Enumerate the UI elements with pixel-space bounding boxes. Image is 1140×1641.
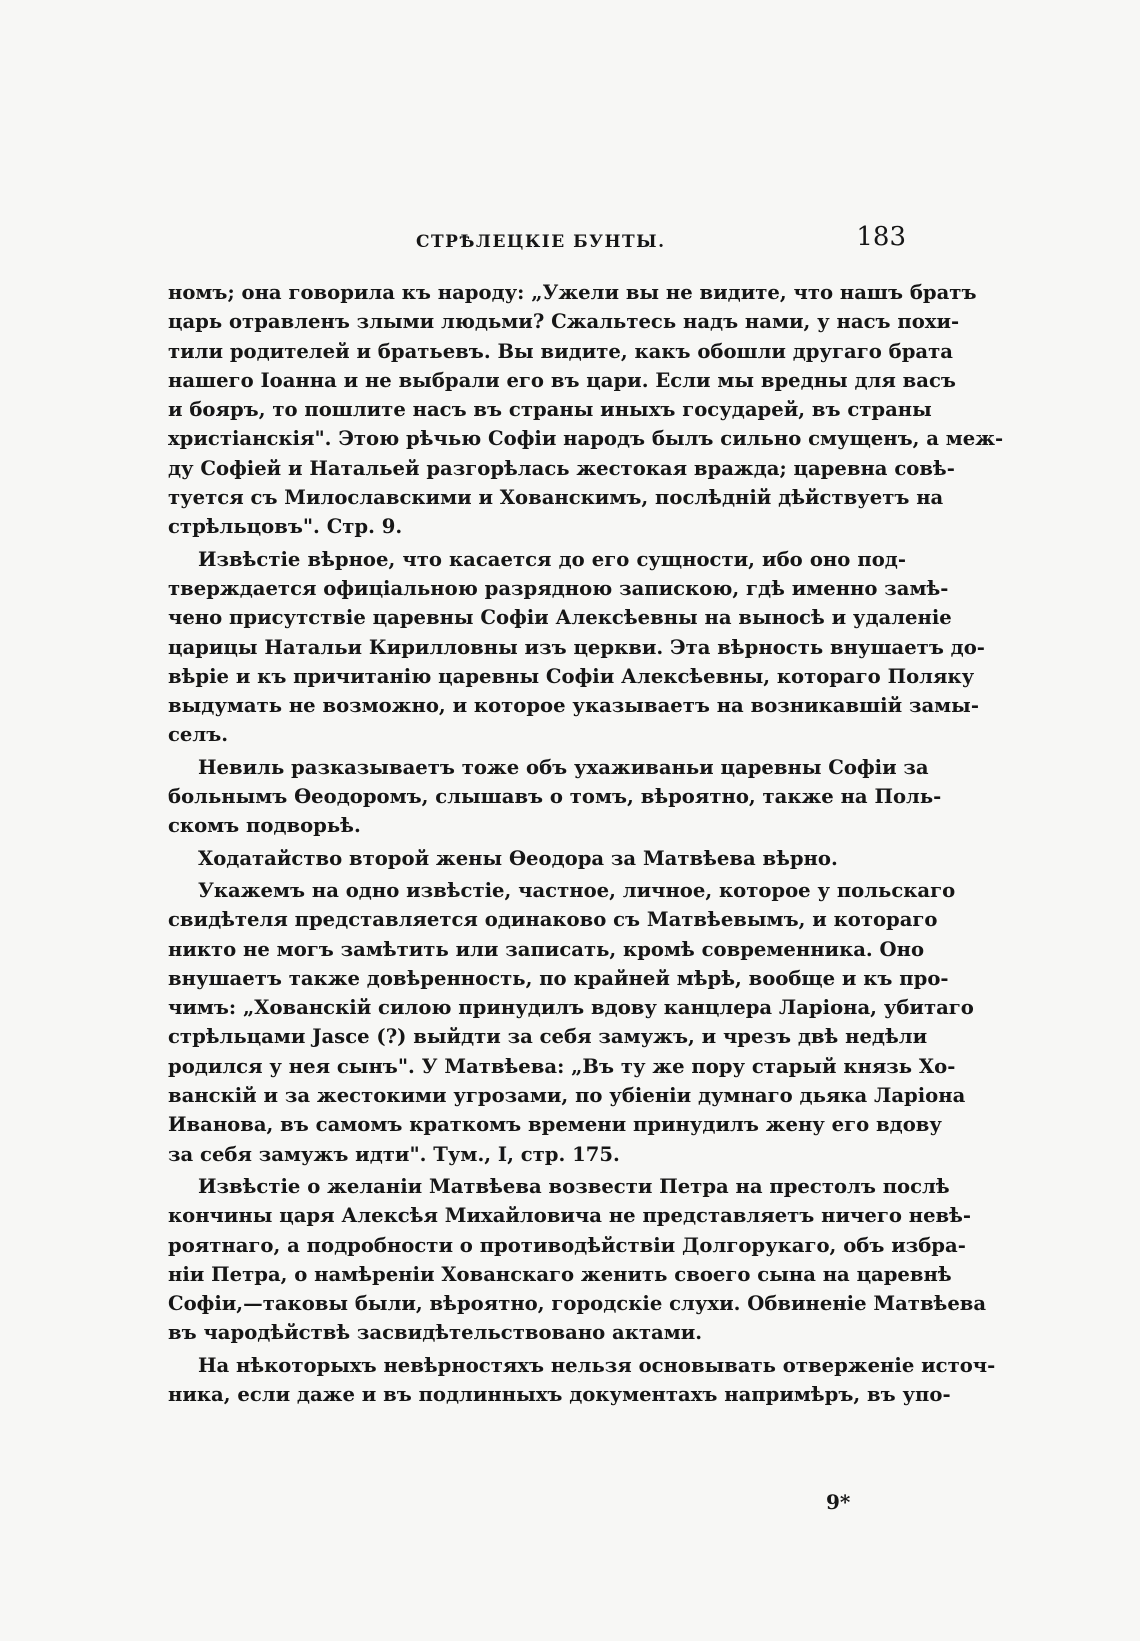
text-line: На нѣкоторыхъ невѣрностяхъ нельзя основывать отверженіе источ- bbox=[198, 1353, 996, 1377]
paragraph bbox=[168, 753, 942, 841]
text-line: ду Софіей и Натальей разгорѣлась жестокая вражда; царевна совѣ- bbox=[168, 456, 955, 480]
text-line: Извѣстіе о желаніи Матвѣева возвести Петра на престолъ послѣ bbox=[198, 1174, 950, 1198]
text-line: Невиль разказываетъ тоже объ ухаживаньи царевны Софіи за bbox=[198, 755, 929, 779]
text-line: туется съ Милославскими и Хованскимъ, послѣдній дѣйствуетъ на bbox=[168, 486, 944, 510]
text-line: въ чародѣйствѣ засвидѣтельствовано актами. bbox=[168, 1321, 703, 1345]
text-line: никто не могъ замѣтить или записать, кромѣ современника. Оно bbox=[168, 937, 925, 961]
text-line: стрѣльцовъ". Стр. 9. bbox=[168, 515, 403, 539]
paragraph bbox=[168, 278, 1004, 542]
text-line: Иванова, въ самомъ краткомъ времени принудилъ жену его вдову bbox=[168, 1113, 942, 1137]
body-text bbox=[168, 278, 1004, 1409]
signature-mark: 9* bbox=[826, 1490, 851, 1514]
paragraph bbox=[168, 545, 985, 750]
text-line: чено присутствіе царевны Софіи Алексѣевны на выносѣ и удаленіе bbox=[168, 606, 952, 630]
text-line: внушаетъ также довѣренность, по крайней мѣрѣ, вообще и къ про- bbox=[168, 966, 949, 990]
paragraph bbox=[168, 844, 906, 873]
text-line: тверждается офиціальною разрядною запискою, гдѣ именно замѣ- bbox=[168, 576, 949, 600]
text-line: кончины царя Алексѣя Михайловича не представляетъ ничего невѣ- bbox=[168, 1204, 972, 1228]
text-line: Софіи,—таковы были, вѣроятно, городскіе слухи. Обвиненіе Матвѣева bbox=[168, 1292, 987, 1316]
text-line: царь отравленъ злыми людьми? Сжальтесь надъ нами, у насъ похи- bbox=[168, 310, 960, 334]
text-line: тили родителей и братьевъ. Вы видите, какъ обошли другаго брата bbox=[168, 339, 953, 363]
text-line: за себя замужъ идти". Тум., I, стр. 175. bbox=[168, 1142, 620, 1166]
running-title: СТРѢЛЕЦКІЕ БУНТЫ. bbox=[416, 232, 666, 252]
text-line: Ходатайство второй жены Ѳеодора за Матвѣева вѣрно. bbox=[198, 846, 838, 870]
text-line: христіанскія". Этою рѣчью Софіи народъ былъ сильно смущенъ, а меж- bbox=[168, 427, 1004, 451]
text-line: скомъ подворьѣ. bbox=[168, 814, 361, 838]
text-line: и бояръ, то пошлите насъ въ страны иныхъ государей, въ страны bbox=[168, 398, 932, 422]
text-line: свидѣтеля представляется одинаково съ Матвѣевымъ, и котораго bbox=[168, 908, 938, 932]
text-line: вѣріе и къ причитанію царевны Софіи Алексѣевны, котораго Поляку bbox=[168, 664, 975, 688]
page-header bbox=[168, 222, 906, 262]
text-line: родился у нея сынъ". У Матвѣева: „Въ ту же пору старый князь Хо- bbox=[168, 1054, 956, 1078]
text-line: номъ; она говорила къ народу: „Ужели вы не видите, что нашъ братъ bbox=[168, 281, 977, 304]
text-line: Укажемъ на одно извѣстіе, частное, личное, которое у польскаго bbox=[198, 878, 956, 902]
text-line: роятнаго, а подробности о противодѣйствіи Долгорукаго, объ избра- bbox=[168, 1233, 966, 1257]
text-line: чимъ: „Хованскій силою принудилъ вдову канцлера Ларіона, убитаго bbox=[168, 996, 974, 1020]
paragraph bbox=[168, 1351, 996, 1410]
text-line: Извѣстіе вѣрное, что касается до его сущности, ибо оно под- bbox=[198, 547, 906, 571]
text-line: царицы Натальи Кирилловны изъ церкви. Эта вѣрность внушаетъ до- bbox=[168, 635, 985, 659]
text-line: стрѣльцами Jasce (?) выйдти за себя замужъ, и чрезъ двѣ недѣли bbox=[168, 1025, 928, 1049]
text-line: выдумать не возможно, и которое указываетъ на возникавшій замы- bbox=[168, 694, 979, 718]
paragraph bbox=[168, 1172, 987, 1348]
text-line: ванскій и за жестокими угрозами, по убіеніи думнаго дьяка Ларіона bbox=[168, 1084, 966, 1108]
text-line: нашего Іоанна и не выбрали его въ цари. Если мы вредны для васъ bbox=[168, 368, 956, 392]
text-line: больнымъ Ѳеодоромъ, слышавъ о томъ, вѣроятно, также на Поль- bbox=[168, 785, 942, 809]
page-number: 183 bbox=[856, 222, 906, 252]
text-line: ніи Петра, о намѣреніи Хованскаго женить своего сына на царевнѣ bbox=[168, 1262, 952, 1286]
text-line: ника, если даже и въ подлинныхъ документахъ напримѣръ, въ упо- bbox=[168, 1382, 951, 1406]
paragraph bbox=[168, 876, 974, 1169]
text-line: селъ. bbox=[168, 723, 229, 747]
